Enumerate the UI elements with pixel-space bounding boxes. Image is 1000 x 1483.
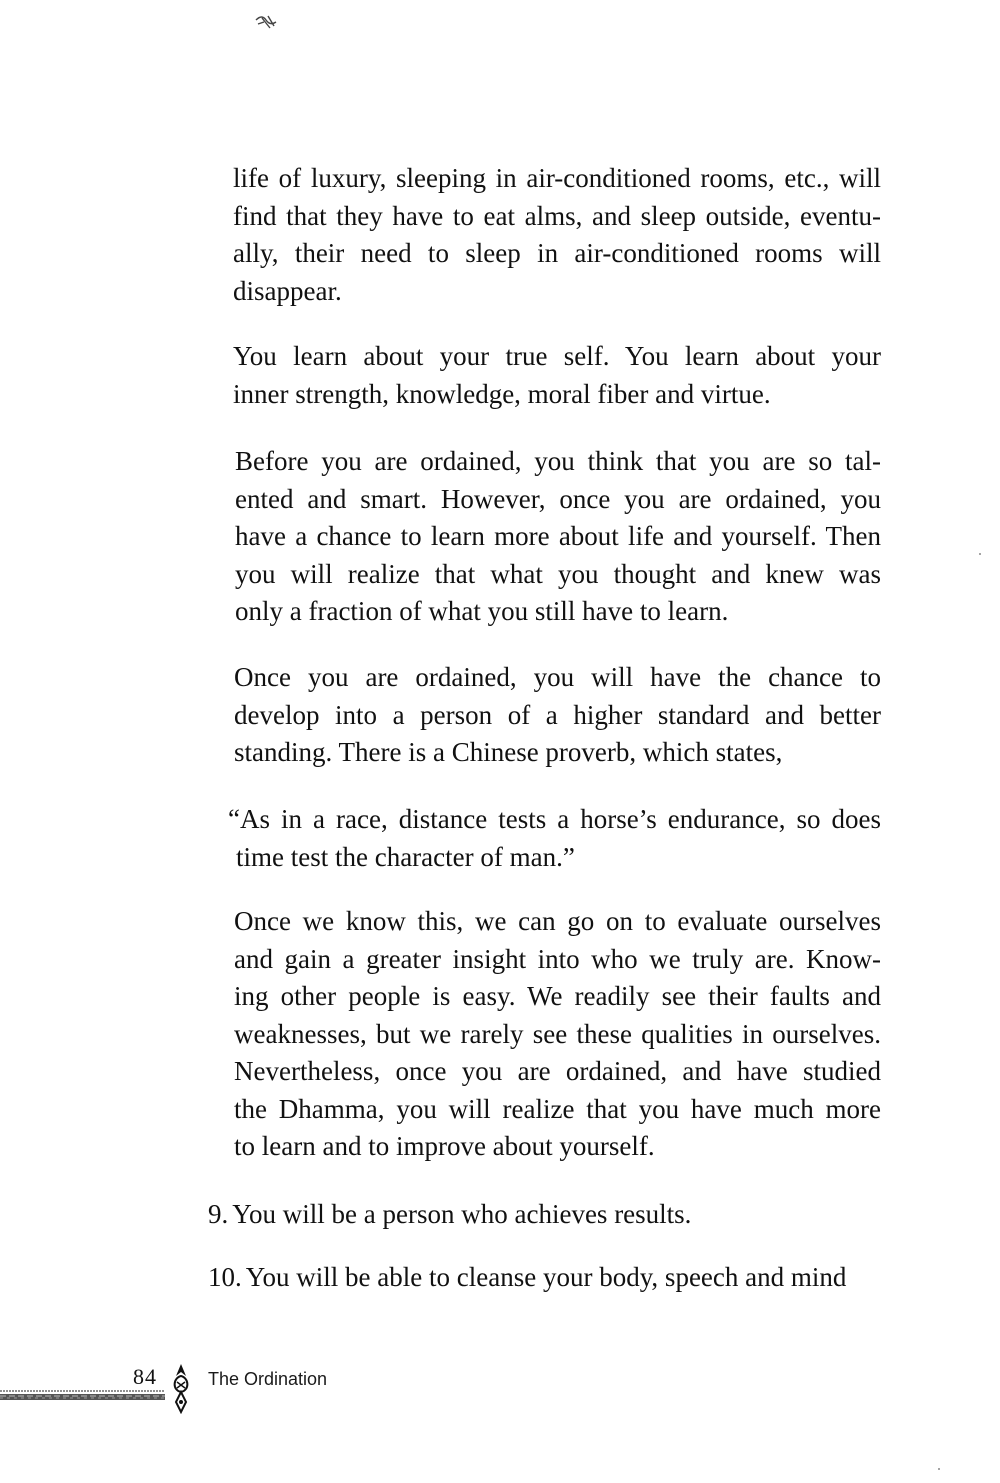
paragraph-line: and gain a greater insight into who we truly are. Know- — [234, 943, 881, 974]
paragraph-line: Once you are ordained, you will have the chance to — [234, 662, 881, 692]
paragraph-line: only a fraction of what you still have to learn. — [235, 596, 729, 626]
paragraph-line: life of luxury, sleeping in air-conditioned rooms, etc., will — [233, 163, 881, 193]
scan-speck — [938, 1468, 940, 1470]
list-item — [208, 1259, 846, 1297]
paragraph-line: weaknesses, but we rarely see these qualities in ourselves. — [234, 1018, 881, 1049]
paragraph-line: time test the character of man.” — [236, 841, 575, 872]
paragraph-line: “As in a race, distance tests a horse’s endurance, so does — [228, 804, 881, 834]
list-item-number: 10. — [208, 1262, 242, 1292]
paragraph-line: Nevertheless, once you are ordained, and have studied — [234, 1056, 881, 1086]
footer-rule — [0, 1390, 165, 1402]
paragraph-line: the Dhamma, you will realize that you have much more — [234, 1093, 881, 1124]
paragraph-2 — [233, 338, 881, 413]
paragraph-line: ally, their need to sleep in air-conditioned rooms will — [233, 238, 881, 268]
paragraph-line: inner strength, knowledge, moral fiber and virtue. — [233, 378, 771, 409]
page-number: 84 — [133, 1364, 157, 1389]
list-item-text: You will be able to cleanse your body, speech and mind — [245, 1262, 847, 1292]
paragraph-line: disappear. — [233, 275, 342, 306]
paragraph-line: develop into a person of a higher standard and better — [234, 699, 881, 730]
scan-speck — [979, 553, 981, 555]
paragraph-1 — [233, 160, 881, 310]
paragraph-line: Once we know this, we can go on to evaluate ourselves — [234, 906, 881, 936]
list-item-number: 9. — [208, 1199, 229, 1229]
paragraph-3 — [235, 443, 881, 631]
paragraph-line: have a chance to learn more about life and yourself. Then — [235, 521, 881, 551]
paragraph-4 — [234, 659, 881, 772]
paragraph-line: ing other people is easy. We readily see their faults and — [234, 981, 881, 1011]
paragraph-line: find that they have to eat alms, and sleep outside, eventu- — [233, 200, 881, 231]
ornament-icon — [170, 1362, 192, 1414]
list-item — [208, 1196, 691, 1234]
paragraph-line: to learn and to improve about yourself. — [234, 1131, 655, 1161]
paragraph-6 — [234, 903, 881, 1166]
paragraph-line: Before you are ordained, you think that you are so tal- — [235, 446, 881, 476]
scan-mark-icon — [252, 8, 282, 36]
book-title: The Ordination — [208, 1369, 328, 1389]
list-item-text: You will be a person who achieves results. — [232, 1199, 692, 1229]
paragraph-line: standing. There is a Chinese proverb, which states, — [234, 737, 783, 767]
paragraph-line: You learn about your true self. You learn about your — [233, 341, 881, 371]
page-footer — [0, 1352, 400, 1422]
proverb-quote — [228, 801, 881, 876]
paragraph-line: you will realize that what you thought and knew was — [235, 558, 881, 589]
paragraph-line: ented and smart. However, once you are ordained, you — [235, 483, 881, 514]
